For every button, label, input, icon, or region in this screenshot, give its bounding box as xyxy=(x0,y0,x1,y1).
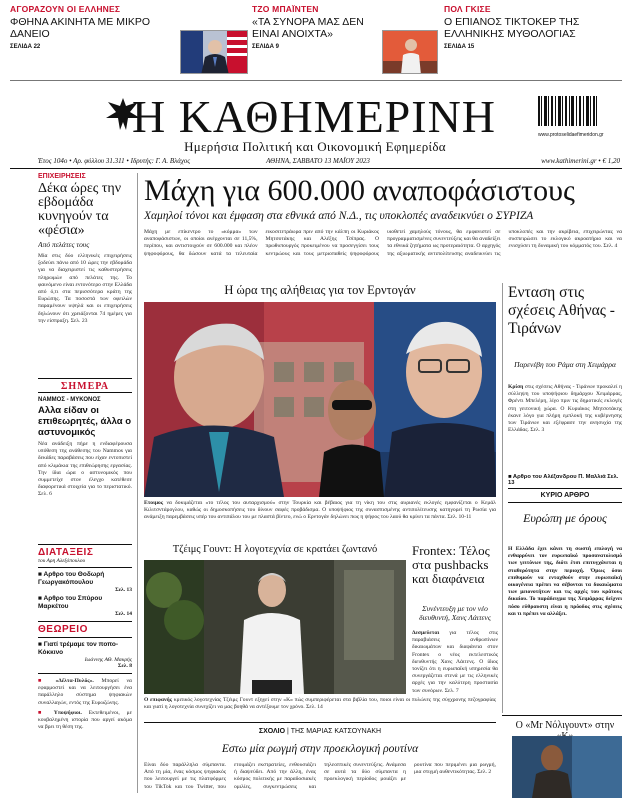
scholio-author: ΤΗΣ ΜΑΡΙΑΣ ΚΑΤΣΟΥΝΑΚΗ xyxy=(290,728,382,735)
teaser-headline: Ο ΕΠΙΑΝΟΣ ΤΙΚΤΟΚΕΡ ΤΗΣ ΕΛΛΗΝΙΚΗΣ ΜΥΘΟΛΟΓΙΑΣ xyxy=(444,16,580,40)
bullet-note xyxy=(38,710,132,732)
barcode-caption: www.protoselidaefimeridon.gr xyxy=(538,132,604,138)
bullet-text: Μπορεί να εφαρμοστεί και να λειτουργήσει ένα παράλληλο σύστημα ψηφιακών συναλλαγών, εντός της Ευρωζώνης. xyxy=(38,678,132,706)
scholio-label: ΣΧΟΛΙΟ xyxy=(258,728,286,735)
teaser-photo-biden[interactable] xyxy=(180,30,248,74)
nolan-photo[interactable] xyxy=(512,736,622,798)
tirana-footer-page: Σελ. 13 xyxy=(508,474,619,486)
teaser-section: ΣΕΛΙΔΑ 22 xyxy=(10,44,41,50)
teaser-kicker: ΑΓΟΡΑΖΟΥΝ ΟΙ ΕΛΛΗΝΕΣ xyxy=(10,4,121,14)
lead-headline[interactable]: Μάχη για 600.000 αναποφάσιστους xyxy=(144,174,575,207)
gouit-headline[interactable]: Τζέιμς Γουντ: Η λογοτεχνία σε κρατάει ζωντανό xyxy=(172,544,378,555)
teaser-kicker: ΤΖΟ ΜΠΑΪΝΤΕΝ xyxy=(252,4,319,14)
meta-date: ΑΘΗΝΑ, ΣΑΒΒΑΤΟ 13 ΜΑΪΟΥ 2023 xyxy=(266,157,370,165)
erdogan-photo[interactable] xyxy=(144,302,496,497)
bullet-icon: ■ xyxy=(38,678,56,684)
today-headline[interactable]: Αλλα είδαν οι επιθεωρητές, άλλα ο αστυνομικός xyxy=(38,405,132,438)
teaser-section: ΣΕΛΙΔΑ 15 xyxy=(444,44,475,50)
teaser-kicker: ΠΟΛ ΓΚΙΣΕ xyxy=(444,4,491,14)
divider xyxy=(10,168,622,169)
today-label: ΣΗΜΕΡΑ xyxy=(60,381,110,392)
teaser-headline: «ΤΑ ΣΥΝΟΡΑ ΜΑΣ ΔΕΝ ΕΙΝΑΙ ΑΝΟΙΧΤΑ» xyxy=(252,16,364,40)
teaser-section: ΣΕΛΙΔΑ 9 xyxy=(252,44,279,50)
meta-left: Έτος 104ο • Αρ. φύλλου 31.311 • Ιδρυτής: Γ. Α. Βλάχος xyxy=(38,157,191,165)
masthead-subtitle: Ημερήσια Πολιτική και Οικονομική Εφημερίδα xyxy=(184,139,446,154)
diataxis-label: ΔΙΑΤΑΞΕΙΣ xyxy=(38,547,94,558)
frontex-deck: Συνέντευξη με τον νέο διευθυντή, Χανς Λάιτενς xyxy=(419,604,491,622)
gouit-caption-text: κριτικός λογοτεχνίας Τζέιμς Γουντ εξηγεί στην «Κ» πώς συμπεριφέρεται στα βιβλία του, ποιοι είναι οι πυλώνες της σύγχρονης πεζογραφίας και γιατί η λογοτεχνία συνεχίζει να μας βοηθά να αντέξουμε τον χρόνο. Σελ. 14 xyxy=(144,697,496,711)
barcode-icon xyxy=(538,96,598,126)
teaser-photo-tiktoker[interactable] xyxy=(382,30,438,74)
gouit-caption xyxy=(144,697,496,719)
frontex-headline[interactable]: Frontex: Τέλος στα pushbacks και διαφάνεια xyxy=(412,543,490,586)
theoreio-item-title: Γιατί τρέμαμε τον ποπο-Κόκκινο xyxy=(38,641,119,656)
teaser-1[interactable] xyxy=(10,4,170,74)
left-sidebar xyxy=(38,173,132,798)
masthead-title: Η ΚΑΘΗΜΕΡΙΝΗ xyxy=(131,91,497,142)
divider xyxy=(502,283,503,713)
divider xyxy=(502,715,622,716)
tirana-body-lead: Κρίση xyxy=(508,384,524,390)
frontex-body-text: για τέλος στις παραβιάσεις ανθρωπίνων δικαιωμάτων και διαφάνεια στον Frontex ο νέος εκτελεστικός διευθυντής Χανς Λάιτενς. Ο ίδιος τονίζει ότι η ευρωπαϊκή υπηρεσία θα συνεργάζεται στενά με τις ελληνικές αρχές για την καλύτερη προστασία των συνόρων. Σελ. 7 xyxy=(412,630,498,694)
lead-body: Μάχη με επίκεντρο το «κόμμα» των αναποφάσιστων, οι οποίοι ανέρχονται σε 11,5%, περίπου, και αντιστοιχούν σε 600.000 και πλέον ψηφοφόρους, θα δώσουν κατά τα τελευταία εικοσιτετράωρα πριν από την κάλπη οι Κυριάκος Μητσοτάκης και Αλέξης Τσίπρας. Ο πρωθυπουργός προκειμένου να προσεγγίσει τους κεντρώους και τους μετριοπαθείς ψηφοφόρους υιοθετεί χαμηλούς τόνους, θα εμφανιστεί σε προγραμματισμένες συνεντεύξεις και θα αναδείξει τα εθνικά ζητήματα ως προτεραιότητα. Ο αρχηγός της αξιωματικής αντιπολίτευσης αναδεικνύει τις υποκλοπές και την ακρίβεια, επιχειρώντας να συσπειρώσει το εκλογικό ακροατήριο και να ενισχύσει τη δυναμική του κόμματός του. Σελ. 4 xyxy=(144,229,622,257)
tirana-deck: Παρενέβη του Ράμα στη Χειμάρρα xyxy=(514,360,616,369)
bullet-icon: ■ xyxy=(38,641,44,648)
divider xyxy=(137,173,138,793)
diataxis-item-page: Σελ. 14 xyxy=(115,611,132,617)
tirana-footer[interactable] xyxy=(508,474,622,486)
sidebar-headline[interactable]: Δέκα ώρες την εβδομάδα κυνηγούν τα «φέσια» xyxy=(38,181,122,238)
divider xyxy=(508,488,622,489)
bullet-text: Εκτεθειμένοι, με κουβαλημένη ιστορία που αργεί ακόμα να βρει τη θέση της. xyxy=(38,709,132,731)
election-posters-photo-icon xyxy=(144,302,496,497)
theoreio-page: Σελ. 8 xyxy=(117,663,132,669)
photo-caption-text: να δοκιμάζεται «το τέλος του αυταρχισμού» στην Τουρκία και βέβαιος για τη νίκη του στις αυριανές εκλογές εμφανίζεται ο Κεμάλ Κιλιτσντάρογλου, καθώς οι δημοσκοπήσεις του δίνουν σαφές προβάδισμα. Ο υποψήφιος της συνασπισμένης αντιπολίτευσης κατηγορεί τη Ρωσία για ανάμειξη παρεμβάσεις υπέρ του αντιπάλου του με πλαστά βίντεο, ενώ ο Ερντογάν δηλώνει πως η ψήφος του λαού θα κρίνει τα πάντα. Σελ. 10-11 xyxy=(144,500,496,521)
key-article-label: ΚΥΡΙΟ ΑΡΘΡΟ xyxy=(540,492,590,499)
tiktoker-photo-icon xyxy=(383,31,438,74)
theoreio-item[interactable] xyxy=(38,641,132,657)
theoreio-label: ΘΕΩΡΕΙΟ xyxy=(38,624,88,635)
key-article-body: Η Ελλάδα έχει κάνει τη σωστή επιλογή να ενθαρρύνει τον ευρωπαϊκό προσανατολισμό των γειτόνων της, διότι έτσι επιτυγχάνεται η σταθερότητα στην περιοχή. Όμως όσοι επιθυμούν να ενταχθούν στην ευρωπαϊκή οικογένεια πρέπει να σέβονται τα δικαιώματα των μειονοτήτων και τις αρχές του κράτους δικαίου. Το παράδειγμα της Χειμάρρας δείχνει πόσο εύθραυστη είναι η πρόοδος στις σχέσεις και τι πρέπει να αλλάξει. xyxy=(508,546,622,617)
scholio-title[interactable]: Εστω μία ρωγμή στην προεκλογική ρουτίνα xyxy=(221,743,419,755)
tirana-headline[interactable]: Ενταση στις σχέσεις Αθήνας - Τιράνων xyxy=(508,284,615,337)
divider xyxy=(144,722,496,723)
teaser-2[interactable] xyxy=(252,4,372,74)
frontex-body xyxy=(412,630,498,698)
lead-deck: Χαμηλοί τόνοι και έμφαση στα εθνικά από Ν.Δ., τις υποκλοπές αναδεικνύει ο ΣΥΡΙΖΑ xyxy=(144,210,534,222)
tirana-body xyxy=(508,384,622,472)
diataxis-author: του Αρη Αλεξόπουλου xyxy=(38,558,85,564)
today-body: Νέα ανάδειξη πήρε η ενδιαφέρουσα υπόθεση της ανάθεσης του Nammos για δεκάδες παραβάσεις που είχαν εντοπιστεί από κλιμάκια της επιθεώρησης εργασίας. Την ίδια ώρα ο αστυνομικός που συμμετείχε στον έλεγχο κατέθεσε διαφορετικά στοιχεία για το περιστατικό. Σελ. 6 xyxy=(38,441,132,498)
gouit-caption-lead: Ο επιφανής xyxy=(144,697,173,703)
photo-headline[interactable]: Η ώρα της αλήθειας για τον Ερντογάν xyxy=(224,283,416,297)
diataxis-item-title: Αρθρο του Σπύρου Μαρκέτου xyxy=(38,595,103,610)
frontex-body-lead: Δεσμεύεται xyxy=(412,630,440,636)
teaser-headline: ΦΘΗΝΑ ΑΚΙΝΗΤΑ ΜΕ ΜΙΚΡΟ ΔΑΝΕΙΟ xyxy=(10,16,151,40)
bullet-note xyxy=(38,678,132,707)
gouit-portrait-icon xyxy=(144,560,406,694)
today-sub: ΝΑΜΜΟΣ - ΜΥΚΟΝΟΣ xyxy=(38,397,101,403)
scholio-label-row: ΣΧΟΛΙΟ | ΤΗΣ ΜΑΡΙΑΣ ΚΑΤΣΟΥΝΑΚΗ xyxy=(258,728,382,735)
photo-caption xyxy=(144,500,496,530)
tirana-body-text: στις σχέσεις Αθήνας - Τιράνων προκαλεί η σύλληψη του υποψήφιου δημάρχου Χειμάρρας, Φρέντι Μπελέρη, λίγο πριν τις δημοτικές εκλογές στη γειτονική χώρα. Ο Κυριάκος Μητσοτάκης έκανε λόγο για πλήρη εμπλοκή της κυβέρνησης των Τιράνων και εξέφρασε την ανησυχία της Ελλάδας. Σελ. 3 xyxy=(508,384,622,434)
meta-right[interactable]: www.kathimerini.gr • € 1,20 xyxy=(541,157,620,165)
diataxis-item[interactable] xyxy=(38,571,132,587)
bullet-icon: ■ xyxy=(38,571,44,578)
diataxis-item[interactable] xyxy=(38,595,132,611)
scholio-body: Είναι δύο παράλληλα σύμπαντα. Από τη μία, ένας κόσμος ψηφιακός που λειτουργεί με τις πλατφόρμες του TikTok και του Twitter, που ετοιμάζει εκστρατείες, ενθουσιάζει ή διαψεύδει. Από την άλλη, ένας κόσμος πολιτικής με παραδοσιακές ομιλίες, συγκεντρώσεις και τηλεοπτικές συνεντεύξεις. Ανάμεσα σε αυτά τα δύο σύμπαντα η προεκλογική περίοδος μοιάζει με ρουτίνα που περιμένει μια ρωγμή, μια στιγμή αυθεντικότητας. Σελ. 2 xyxy=(144,762,496,790)
diataxis-item-title: Αρθρο του Θοδωρή Γεωργακόπουλου xyxy=(38,571,105,586)
photo-caption-lead: Ετοιμος xyxy=(144,500,164,506)
teaser-3[interactable] xyxy=(444,4,624,74)
bullet-label: «Δέλτα-Πυλός». xyxy=(55,678,94,684)
divider xyxy=(10,80,622,81)
section-label: ΕΠΙΧΕΙΡΗΣΕΙΣ xyxy=(38,173,86,180)
bullet-icon: ■ xyxy=(38,709,54,716)
sidebar-body: Μία στις δύο ελληνικές επιχειρήσεις ξοδεύει πάνω από 10 ώρες την εβδομάδα για να διαχειριστεί τις καθυστερήσεις πληρωμών από πελάτες της. Το φαινόμενο είναι εντονότερο στην Ελλάδα από ό,τι στα περισσότερα κράτη της Ευρώπης. Τα ποσοστά των οφειλών παραμένουν υψηλά και οι επιχειρήσεις δηλώνουν ότι χρειάζονται 74 ημέρες για την είσπραξη. Σελ. 23 xyxy=(38,253,132,324)
diataxis-item-page: Σελ. 13 xyxy=(115,587,132,593)
theoreio-author: Ιωάννης ΑΘ. Μακρής xyxy=(84,657,132,663)
bullet-icon: ■ xyxy=(38,595,44,602)
nolan-headline[interactable]: Ο «Μr Νόλιγουντ» στην xyxy=(515,720,615,731)
divider xyxy=(508,502,622,503)
key-article-title[interactable]: Ευρώπη με όρους xyxy=(523,511,607,525)
sidebar-deck: Από πελάτες τους xyxy=(38,240,90,249)
gouit-photo[interactable] xyxy=(144,560,406,694)
barcode xyxy=(538,96,622,136)
biden-photo-icon xyxy=(181,31,248,74)
tirana-footer-text: ■ Αρθρο του Αλέξανδρου Π. Μαλλιά xyxy=(508,474,606,480)
nolan-photo-icon xyxy=(512,736,622,798)
bullet-label: Υποψήφιοι. xyxy=(53,709,82,716)
